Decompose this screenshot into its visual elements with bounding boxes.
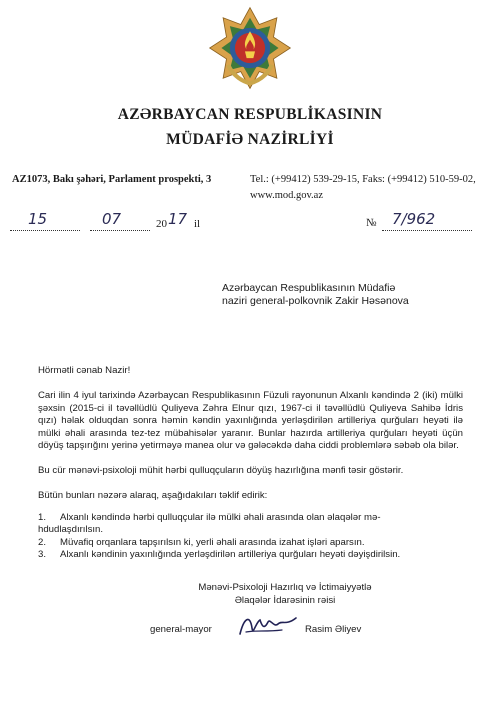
year-label: il [194,218,201,230]
paragraph-main: Cari ilin 4 iyul tarixində Azərbaycan Respublikasının Füzuli rayonunun Alxanlı kəndində 2 (iki) mülki şəxsin (2015-ci il təvəllüdlü Quliyeva Zəhra Elnur qızı, 1967-ci il təvəllüdlü Quliyeva Sahibə İdris qızı) həlak olduqdan sonra həmin kəndin yaxınlığında yerləşdirilən artilleriya qurğuları heyəti ilə mülki əhali arasında tez-tez mübahisələr yaranır. Bunlar hazırda artilleriya qurğuları heyəti üçün döyüş tapşırığını yerinə yetirməyə manea olur və gələcəkdə daha ciddi problemlərə səbəb ola bilər. [38,390,463,451]
paragraph-proposal-intro: Bütün bunları nəzərə alaraq, aşağıdakıları təklif edirik: [38,490,268,501]
ministry-phone-fax: Tel.: (+99412) 539-29-15, Faks: (+99412) 510-59-02, [250,174,476,185]
list-item-text: Alxanlı kəndində hərbi qulluqçular ilə mülki əhali arasında olan əlaqələr mə- [60,512,381,523]
ministry-address: AZ1073, Bakı şəhəri, Parlament prospekti, 3 [12,174,212,185]
signer-name: Rasim Əliyev [305,624,362,635]
list-item-number: 3. [38,549,47,560]
ministry-title-line2: MÜDAFİƏ NAZİRLİYİ [166,131,334,148]
signer-rank: general-mayor [150,624,212,635]
day-underline [10,230,80,231]
list-item-number: 2. [38,537,47,548]
proposals-list [38,512,468,561]
recipient-line1: Azərbaycan Respublikasının Müdafiə [222,282,396,294]
list-item-text: Alxanlı kəndinin yaxınlığında yerləşdirilən artilleriya qurğuları heyəti dəyişdirilsin. [60,549,401,560]
month-underline [90,230,150,231]
date-month: 07 [102,210,122,228]
document-number: 7/962 [392,210,436,228]
date-line [10,210,500,236]
paragraph-climate: Bu cür mənəvi-psixoloji mühit hərbi qulluqçuların döyüş hazırlığına mənfi təsir göstərir. [38,465,404,476]
recipient-line2: naziri general-polkovnik Zakir Həsənova [222,295,409,307]
number-underline [382,230,472,231]
greeting: Hörmətli cənab Nazir! [38,365,131,376]
signer-position-line2: Əlaqələr İdarəsinin rəisi [234,595,336,606]
year-suffix: 17 [168,210,188,228]
date-day: 15 [28,210,48,228]
list-item [38,537,468,549]
handwritten-signature [236,608,300,642]
list-item [38,512,468,537]
list-item-text-cont: hdudlaşdırılsın. [38,524,104,535]
list-item-text: Müvafiq orqanlara tapşırılsın ki, yerli əhali arasında izahat işləri aparsın. [60,537,365,548]
ministry-website: www.mod.gov.az [250,190,323,201]
number-label: № [366,217,377,229]
state-emblem-icon [208,6,292,90]
list-item-number: 1. [38,512,47,523]
ministry-title-line1: AZƏRBAYCAN RESPUBLİKASININ [117,106,383,123]
year-prefix: 20 [156,218,167,230]
list-item [38,549,468,561]
signer-position-line1: Mənəvi-Psixoloji Hazırlıq və İctimaiyyətlə [198,582,372,593]
